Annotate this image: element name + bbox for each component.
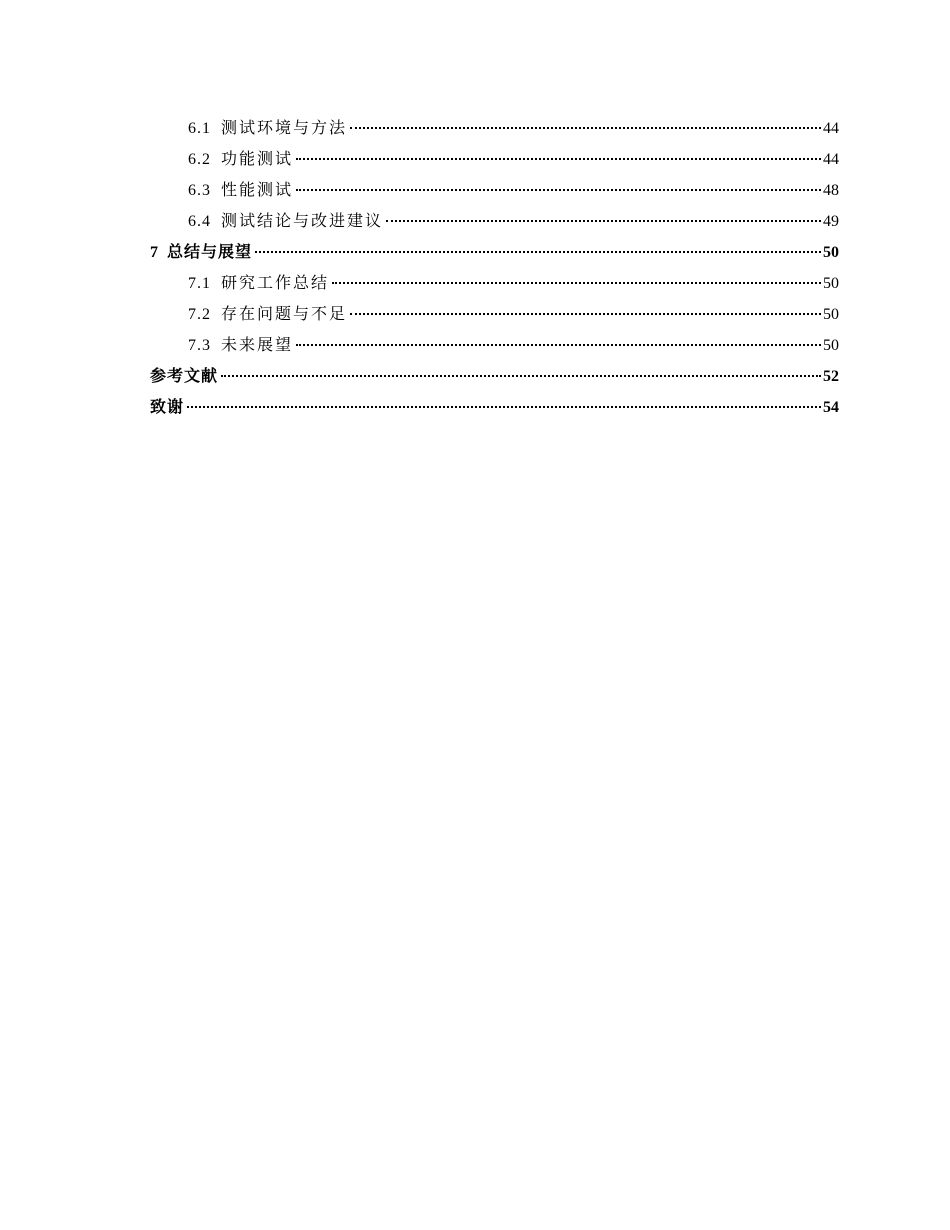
toc-entry[interactable]	[150, 144, 839, 175]
toc-entry-title: 总结与展望	[167, 244, 253, 261]
toc-acknowledgements-entry[interactable]	[150, 392, 839, 423]
toc-entry-number: 6.3	[188, 182, 211, 199]
dot-leader	[296, 344, 821, 346]
toc-entry-number: 6.1	[188, 120, 211, 137]
toc-entry-title: 功能测试	[221, 151, 294, 168]
toc-entry[interactable]	[150, 268, 839, 299]
dot-leader	[350, 313, 821, 315]
dot-leader	[386, 220, 821, 222]
toc-entry-number: 7.1	[188, 275, 211, 292]
toc-entry-page: 49	[823, 213, 839, 230]
toc-entry-title: 致谢	[150, 399, 185, 416]
toc-entry[interactable]	[150, 206, 839, 237]
dot-leader	[187, 406, 821, 408]
toc-entry-title: 研究工作总结	[221, 275, 330, 292]
table-of-contents	[150, 113, 839, 423]
toc-entry-title: 测试环境与方法	[221, 120, 348, 137]
dot-leader	[296, 158, 821, 160]
toc-entry-page: 44	[823, 151, 839, 168]
toc-entry-title: 性能测试	[221, 182, 294, 199]
toc-entry-title: 未来展望	[221, 337, 294, 354]
toc-entry-number: 7.2	[188, 306, 211, 323]
toc-entry-page: 48	[823, 182, 839, 199]
toc-entry-page: 44	[823, 120, 839, 137]
toc-entry-number: 6.4	[188, 213, 211, 230]
toc-entry[interactable]	[150, 330, 839, 361]
toc-entry-page: 52	[823, 368, 839, 385]
dot-leader	[296, 189, 821, 191]
toc-entry-page: 50	[823, 306, 839, 323]
toc-entry-title: 测试结论与改进建议	[221, 213, 384, 230]
toc-entry-page: 50	[823, 244, 839, 261]
dot-leader	[332, 282, 821, 284]
toc-entry-title: 参考文献	[150, 368, 219, 385]
toc-chapter-entry[interactable]	[150, 237, 839, 268]
toc-entry[interactable]	[150, 175, 839, 206]
toc-entry-page: 50	[823, 337, 839, 354]
dot-leader	[350, 127, 821, 129]
toc-entry[interactable]	[150, 113, 839, 144]
dot-leader	[255, 251, 821, 253]
toc-entry-number: 6.2	[188, 151, 211, 168]
toc-references-entry[interactable]	[150, 361, 839, 392]
toc-entry-title: 存在问题与不足	[221, 306, 348, 323]
toc-entry-number: 7	[150, 244, 159, 261]
dot-leader	[221, 375, 821, 377]
toc-entry-number: 7.3	[188, 337, 211, 354]
toc-entry[interactable]	[150, 299, 839, 330]
toc-entry-page: 50	[823, 275, 839, 292]
toc-entry-page: 54	[823, 399, 839, 416]
